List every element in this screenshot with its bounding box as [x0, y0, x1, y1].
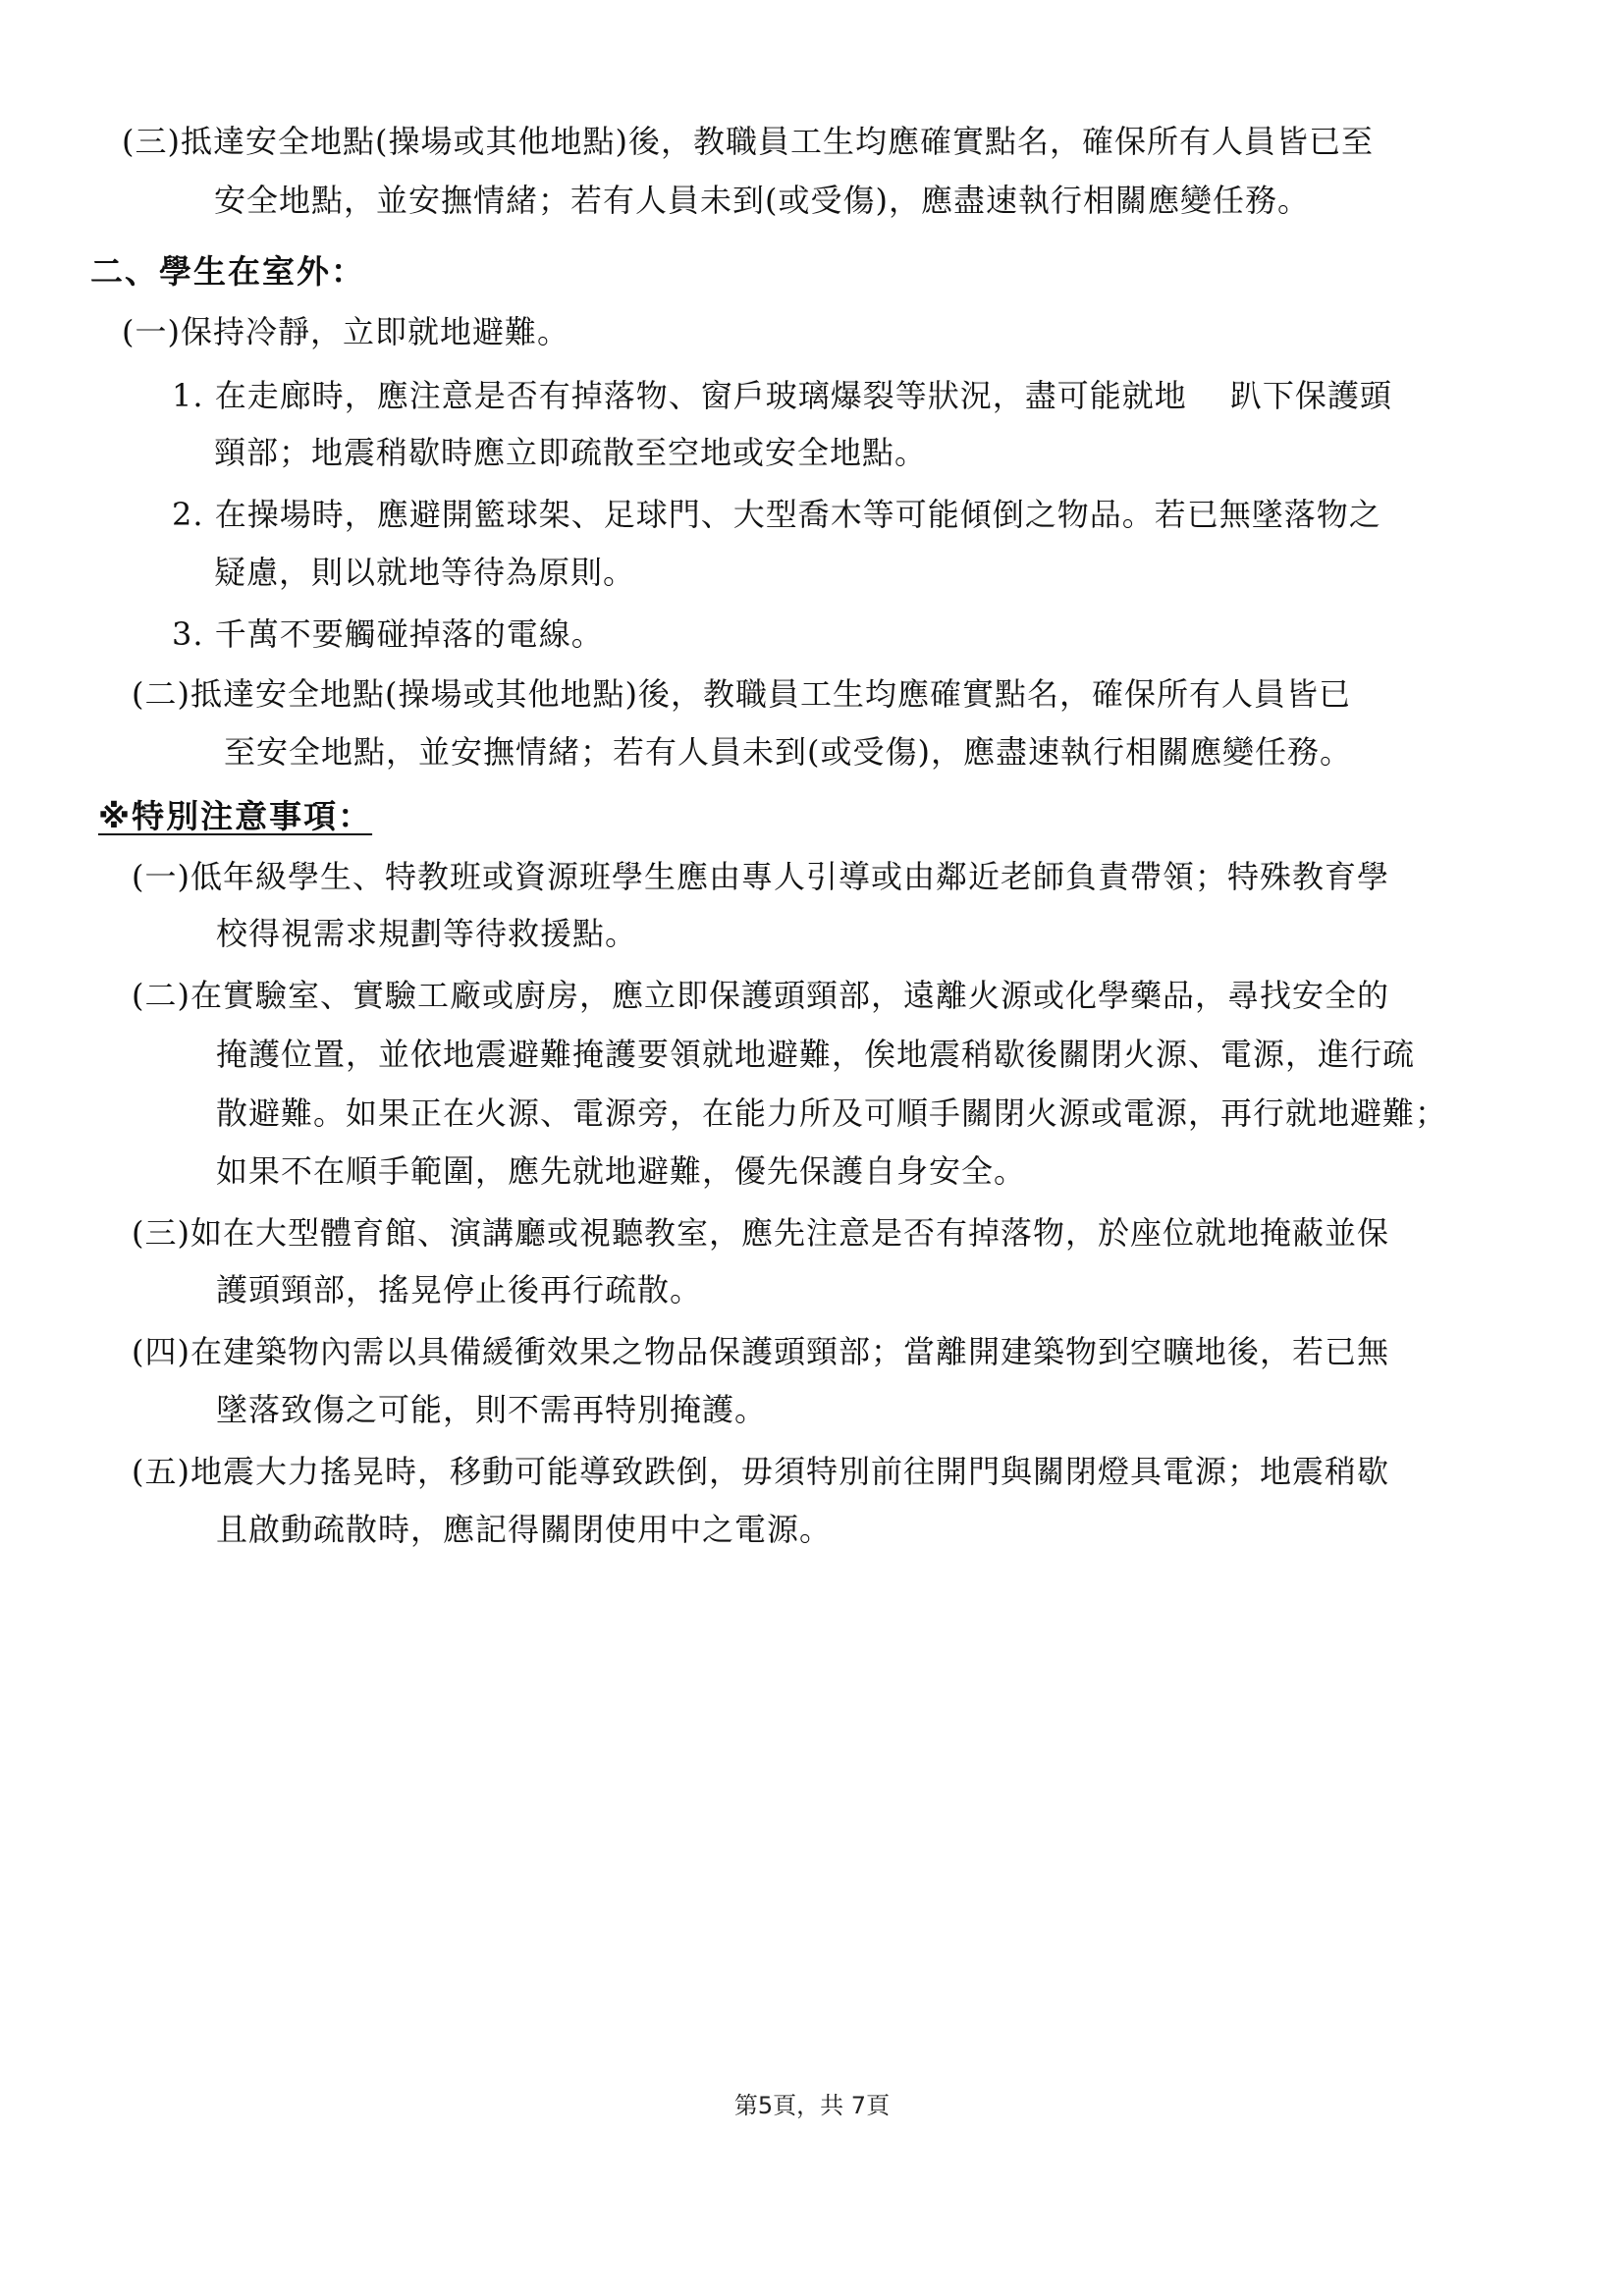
special-item1-line1: (一)低年級學生、特教班或資源班學生應由專人引導或由鄰近老師負責帶領；特殊教育學 [132, 858, 1389, 895]
prev-item3-line2: 安全地點，並安撫情緒；若有人員未到(或受傷)，應盡速執行相關應變任務。 [214, 182, 1310, 219]
special-notes-heading: ※特別注意事項： [98, 797, 373, 835]
special-item4-line2: 墜落致傷之可能，則不需再特別掩護。 [216, 1391, 768, 1428]
special-item3-line1: (三)如在大型體育館、演講廳或視聽教室，應先注意是否有掉落物，於座位就地掩蔽並保 [132, 1214, 1389, 1252]
outdoor-item2-line2: 至安全地點，並安撫情緒；若有人員未到(或受傷)，應盡速執行相關應變任務。 [224, 733, 1352, 771]
outdoor-heading: 二、學生在室外： [90, 252, 365, 291]
special-item5-line1: (五)地震大力搖晃時，移動可能導致跌倒，毋須特別前往開門與關閉燈具電源；地震稍歇 [132, 1453, 1389, 1490]
outdoor-sub2-line2: 疑慮，則以就地等待為原則。 [214, 554, 636, 591]
special-item2-line4: 如果不在順手範圍，應先就地避難，優先保護自身安全。 [216, 1152, 1027, 1190]
special-item3-line2: 護頭頸部，搖晃停止後再行疏散。 [216, 1271, 703, 1308]
outdoor-sub1-line1: 1. 在走廊時，應注意是否有掉落物、窗戶玻璃爆裂等狀況，盡可能就地 趴下保護頭 [172, 377, 1392, 414]
outdoor-sub3-line1: 3. 千萬不要觸碰掉落的電線。 [172, 615, 604, 653]
special-item1-line2: 校得視需求規劃等待救援點。 [216, 915, 638, 952]
special-item5-line2: 且啟動疏散時，應記得關閉使用中之電源。 [216, 1511, 833, 1548]
page-number-footer: 第5頁，共 7頁 [733, 2092, 891, 2119]
prev-item3-line1: (三)抵達安全地點(操場或其他地點)後，教職員工生均應確實點名，確保所有人員皆已至 [122, 123, 1374, 160]
outdoor-sub2-line1: 2. 在操場時，應避開籃球架、足球門、大型喬木等可能傾倒之物品。若已無墜落物之 [172, 496, 1381, 533]
special-item2-line3: 散避難。如果正在火源、電源旁，在能力所及可順手關閉火源或電源，再行就地避難； [216, 1095, 1448, 1132]
outdoor-sub1-line2: 頸部；地震稍歇時應立即疏散至空地或安全地點。 [214, 434, 928, 471]
special-item2-line1: (二)在實驗室、實驗工廠或廚房，應立即保護頭頸部，遠離火源或化學藥品，尋找安全的 [132, 977, 1389, 1014]
outdoor-item1: (一)保持冷靜，立即就地避難。 [122, 313, 569, 350]
outdoor-item2-line1: (二)抵達安全地點(操場或其他地點)後，教職員工生均應確實點名，確保所有人員皆已 [132, 675, 1351, 713]
special-item4-line1: (四)在建築物內需以具備緩衝效果之物品保護頭頸部；當離開建築物到空曠地後，若已無 [132, 1333, 1389, 1370]
special-item2-line2: 掩護位置，並依地震避難掩護要領就地避難，俟地震稍歇後關閉火源、電源，進行疏 [216, 1036, 1416, 1073]
